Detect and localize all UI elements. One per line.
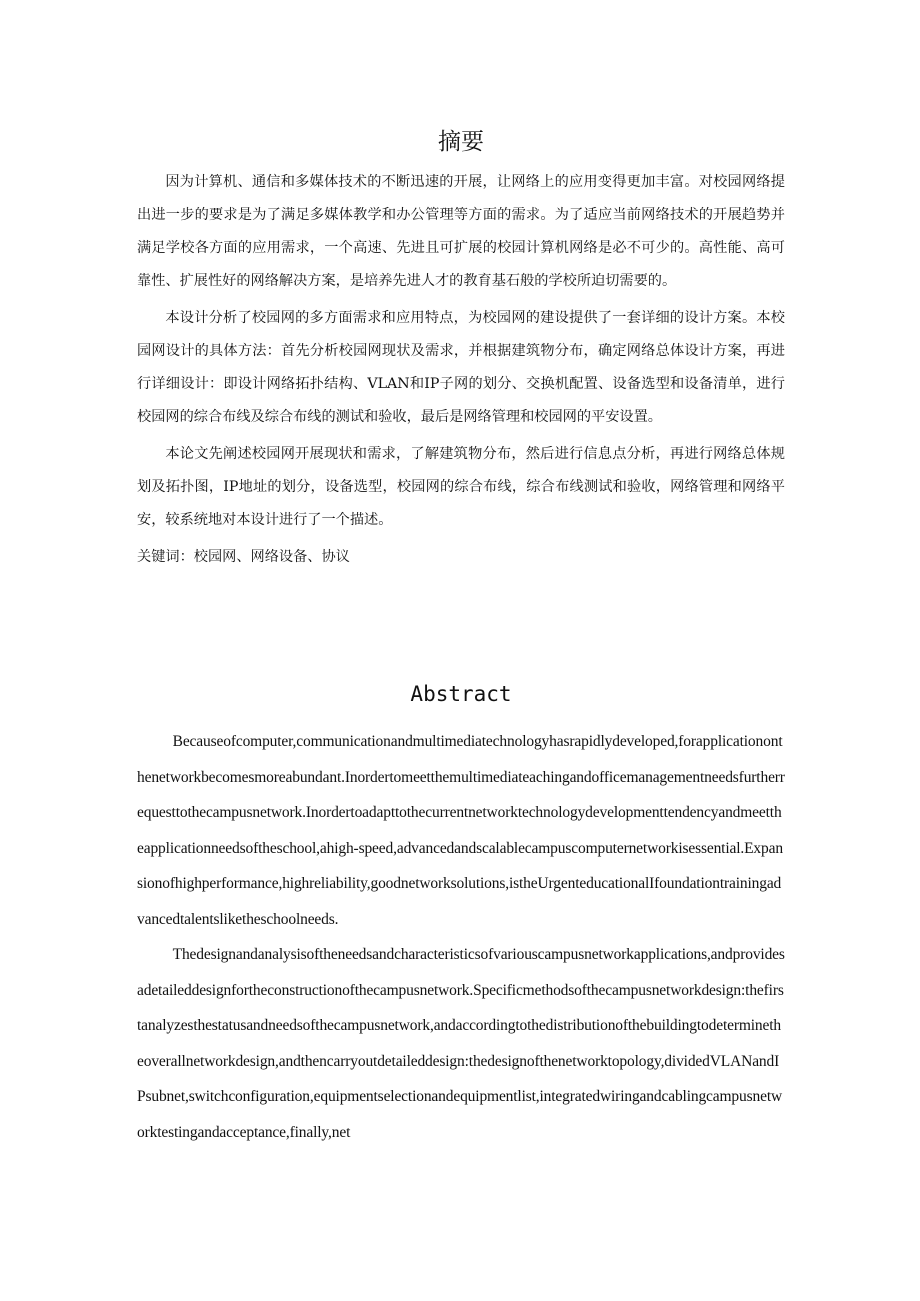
english-abstract-title: Abstract	[410, 682, 512, 706]
english-paragraph-2: Thedesignandanalysisoftheneedsandcharacteristicsofvariouscampusnetworkapplications,andprovidesadetaileddesignfortheconstructionofthecampusnetwork.Specificmethodsofthecampusnetworkdesign:thefirstanalyzesthestatusandneedsofthecampusnetwork,andaccordingtothedistributionofthebuildingtodeterminetheoverallnetworkdesign,andthencarryoutdetaileddesign:thedesignofthenetworktopology,dividedVLANandIPsubnet,switchconfiguration,equipmentselectionandequipmentlist,integratedwiringandcablingcampusnetworktestingandacceptance,finally,net	[137, 946, 785, 1141]
chinese-paragraph-1: 因为计算机、通信和多媒体技术的不断迅速的开展，让网络上的应用变得更加丰富。对校园网络提出进一步的要求是为了满足多媒体教学和办公管理等方面的需求。为了适应当前网络技术的开展趋势并满足学校各方面的应用需求，一个高速、先进且可扩展的校园计算机网络是必不可少的。高性能、高可靠性、扩展性好的网络解决方案，是培养先进人才的教育基石般的学校所迫切需要的。	[137, 174, 785, 289]
chinese-keywords: 关键词：校园网、网络设备、协议	[137, 549, 350, 565]
chinese-abstract-body	[137, 166, 785, 574]
english-abstract-body	[137, 724, 785, 1150]
chinese-paragraph-3: 本论文先阐述校园网开展现状和需求，了解建筑物分布，然后进行信息点分析，再进行网络总体规划及拓扑图，IP地址的划分，设备选型，校园网的综合布线，综合布线测试和验收，网络管理和网络平安，较系统地对本设计进行了一个描述。	[137, 446, 785, 528]
english-paragraph-1: Becauseofcomputer,communicationandmultimediatechnologyhasrapidlydeveloped,forapplicationonthenetworkbecomesmoreabundant.Inordertomeetthemultimediateachingandofficemanagementneedsfurtherrequesttothecampusnetwork.Inordertoadapttothecurrentnetworktechnologydevelopmenttendencyandmeettheapplicationneedsoftheschool,ahigh-speed,advancedandscalablecampuscomputernetworkisessential.Expansionofhighperformance,highreliability,goodnetworksolutions,istheUrgenteducationalIfoundationtrainingadvancedtalentsliketheschoolneeds.	[137, 733, 785, 928]
chinese-abstract-title: 摘要	[438, 129, 484, 155]
chinese-paragraph-2: 本设计分析了校园网的多方面需求和应用特点，为校园网的建设提供了一套详细的设计方案。本校园网设计的具体方法：首先分析校园网现状及需求，并根据建筑物分布，确定网络总体设计方案，再进行详细设计：即设计网络拓扑结构、VLAN和IP子网的划分、交换机配置、设备选型和设备清单，进行校园网的综合布线及综合布线的测试和验收，最后是网络管理和校园网的平安设置。	[137, 310, 785, 425]
